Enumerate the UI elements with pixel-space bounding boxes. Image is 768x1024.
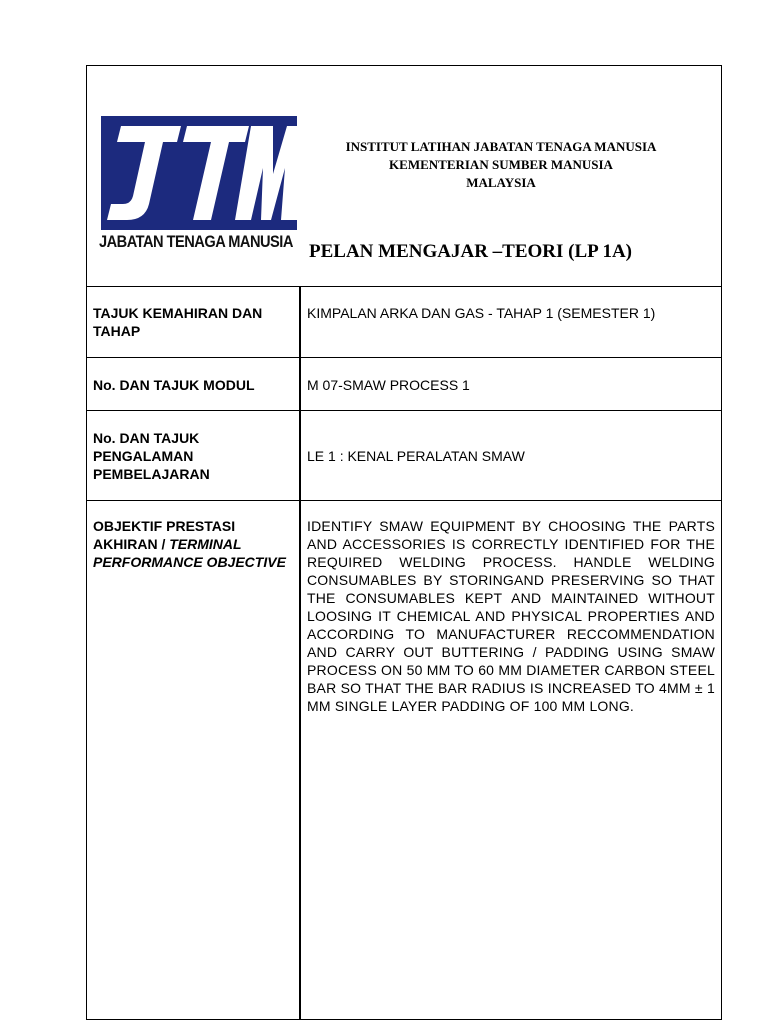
- document-header: [87, 66, 721, 287]
- logo-caption: JABATAN TENAGA MANUSIA: [99, 232, 293, 251]
- institute-line-2: KEMENTERIAN SUMBER MANUSIA: [389, 157, 613, 172]
- row-skill: [87, 286, 721, 358]
- jtm-logo: [95, 110, 299, 270]
- label-skill: TAJUK KEMAHIRAN DAN TAHAP: [93, 305, 263, 339]
- row-objective: [87, 501, 721, 1019]
- row-learning: [87, 411, 721, 501]
- row-module: [87, 358, 721, 411]
- label-learning: No. DAN TAJUK PENGALAMAN PEMBELAJARAN: [93, 430, 210, 482]
- value-skill: KIMPALAN ARKA DAN GAS - TAHAP 1 (SEMESTER 1): [307, 305, 656, 321]
- lesson-plan-table: [86, 65, 722, 1020]
- institute-line-1: INSTITUT LATIHAN JABATAN TENAGA MANUSIA: [345, 139, 657, 154]
- label-objective-main: OBJEKTIF PRESTASI AKHIRAN /: [93, 518, 236, 552]
- label-module: No. DAN TAJUK MODUL: [93, 377, 255, 393]
- value-objective: IDENTIFY SMAW EQUIPMENT BY CHOOSING THE PARTS AND ACCESSORIES IS CORRECTLY IDENTIFIED FOR THE REQUIRED WELDING PROCESS. HANDLE WELDING CONSUMABLES BY STORINGAND PRESERVING SO THAT THE CONSUMABLES KEPT AND MAINTAINED WITHOUT LOOSING IT CHEMICAL AND PHYSICAL PROPERTIES AND ACCORDING TO MANUFACTURER RECCOMMENDATION AND CARRY OUT BUTTERING / PADDING USING SMAW PROCESS ON 50 MM TO 60 MM DIAMETER CARBON STEEL BAR SO THAT THE BAR RADIUS IS INCREASED TO 4MM ± 1 MM SINGLE LAYER PADDING OF 100 MM LONG.: [307, 518, 715, 714]
- institute-heading: [299, 138, 703, 192]
- value-module: M 07-SMAW PROCESS 1: [307, 377, 470, 393]
- institute-line-3: MALAYSIA: [466, 175, 536, 190]
- label-objective-italic: TERMINAL PERFORMANCE OBJECTIVE: [93, 536, 286, 570]
- value-learning: LE 1 : KENAL PERALATAN SMAW: [307, 448, 525, 464]
- plan-title: PELAN MENGAJAR –TEORI (LP 1A): [309, 241, 633, 262]
- jtm-logo-mark: [101, 116, 297, 230]
- label-objective: [93, 517, 289, 571]
